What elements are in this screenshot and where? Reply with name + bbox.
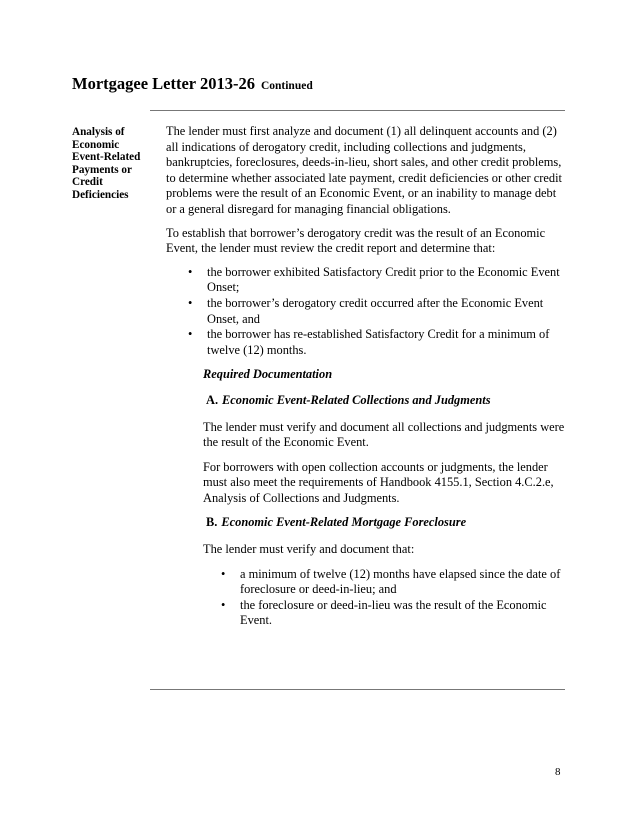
bottom-divider — [150, 689, 565, 690]
bullet-icon: • — [221, 597, 226, 612]
sidebar-line: Analysis of — [72, 126, 125, 138]
page-title — [72, 74, 313, 94]
foreclosure-criteria-list — [203, 567, 566, 629]
main-body — [166, 124, 566, 629]
bullet-icon: • — [188, 295, 193, 310]
section-b-heading: B. Economic Event-Related Mortgage Foreclosure — [206, 515, 467, 530]
required-documentation-heading: Required Documentation — [203, 367, 333, 382]
list-item: • a minimum of twelve (12) months have elapsed since the date of foreclosure or deed-in-lieu; and — [221, 566, 561, 597]
intro-paragraph: The lender must first analyze and document (1) all delinquent accounts and (2) all indications of derogatory credit, including collections and judgments, bankruptcies, foreclosures, deeds-in-lieu, short sales, and other credit problems, to determine whether associated late payment, credit deficiencies or other credit problems were the result of an Economic Event, or an inability to manage debt or a general disregard for managing financial obligations. — [166, 124, 562, 216]
sidebar-line: Event-Related — [72, 151, 141, 164]
bullet-icon: • — [188, 327, 193, 342]
continued-label: Continued — [260, 80, 313, 92]
bullet-icon: • — [188, 264, 193, 279]
required-documentation-block — [203, 367, 566, 629]
section-sidebar-heading — [72, 126, 152, 202]
sidebar-line: Payments or — [72, 163, 132, 176]
list-item: • the borrower has re-established Satisfactory Credit for a minimum of twelve (12) months. — [188, 327, 550, 357]
list-item: • the foreclosure or deed-in-lieu was the result of the Economic Event. — [221, 597, 547, 628]
section-a-paragraph-1: The lender must verify and document all collections and judgments were the result of the Economic Event. — [203, 419, 565, 450]
sidebar-line: Economic — [72, 138, 120, 151]
list-item: • the borrower exhibited Satisfactory Credit prior to the Economic Event Onset; — [188, 264, 560, 295]
establish-paragraph: To establish that borrower’s derogatory credit was the result of an Economic Event, the lender must review the credit report and determine that: — [166, 225, 546, 256]
bullet-icon: • — [221, 566, 226, 581]
page-number: 8 — [555, 766, 561, 778]
section-b-paragraph: The lender must verify and document that: — [203, 542, 415, 557]
list-item: • the borrower’s derogatory credit occurred after the Economic Event Onset, and — [188, 295, 544, 326]
section-a-paragraph-2: For borrowers with open collection accounts or judgments, the lender must also meet the requirements of Handbook 4155.1, Section 4.C.2.e, Analysis of Collections and Judgments. — [203, 459, 554, 505]
sidebar-line: Deficiencies — [72, 188, 129, 201]
letter-title: Mortgagee Letter 2013-26 — [72, 74, 255, 93]
top-divider — [150, 110, 565, 111]
criteria-list — [166, 265, 566, 359]
section-a-heading: A. Economic Event-Related Collections and Judgments — [206, 392, 491, 407]
sidebar-line: Credit — [72, 176, 103, 189]
